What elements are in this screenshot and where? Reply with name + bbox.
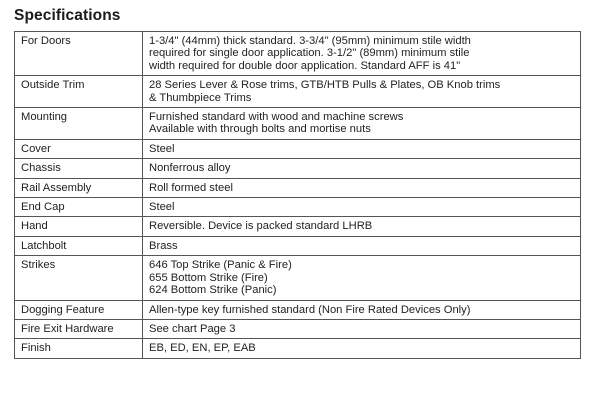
spec-label: Dogging Feature [15, 300, 143, 319]
spec-value: EB, ED, EN, EP, EAB [143, 339, 581, 358]
spec-value: 28 Series Lever & Rose trims, GTB/HTB Pulls & Plates, OB Knob trims & Thumbpiece Trims [143, 76, 581, 108]
table-row [15, 139, 581, 158]
spec-value: Nonferrous alloy [143, 159, 581, 178]
spec-label: Hand [15, 217, 143, 236]
spec-value: See chart Page 3 [143, 319, 581, 338]
spec-label: Chassis [15, 159, 143, 178]
specifications-table [14, 31, 581, 359]
table-row [15, 178, 581, 197]
table-row [15, 339, 581, 358]
spec-label: Rail Assembly [15, 178, 143, 197]
spec-label: Mounting [15, 108, 143, 140]
spec-value: 646 Top Strike (Panic & Fire) 655 Bottom Strike (Fire) 624 Bottom Strike (Panic) [143, 256, 581, 300]
spec-label: Outside Trim [15, 76, 143, 108]
spec-label: Latchbolt [15, 236, 143, 255]
table-row [15, 319, 581, 338]
table-row [15, 236, 581, 255]
spec-value: Brass [143, 236, 581, 255]
spec-value: Roll formed steel [143, 178, 581, 197]
table-row [15, 159, 581, 178]
table-row [15, 108, 581, 140]
spec-value: Allen-type key furnished standard (Non Fire Rated Devices Only) [143, 300, 581, 319]
table-row [15, 217, 581, 236]
spec-label: Cover [15, 139, 143, 158]
table-row [15, 256, 581, 300]
table-row [15, 300, 581, 319]
spec-value: Steel [143, 198, 581, 217]
section-title: Specifications [14, 7, 121, 24]
spec-label: Fire Exit Hardware [15, 319, 143, 338]
spec-value: Reversible. Device is packed standard LHRB [143, 217, 581, 236]
spec-label: Strikes [15, 256, 143, 300]
spec-label: Finish [15, 339, 143, 358]
spec-value: Furnished standard with wood and machine screws Available with through bolts and mortise nuts [143, 108, 581, 140]
table-row [15, 76, 581, 108]
spec-label: End Cap [15, 198, 143, 217]
spec-value: 1-3/4" (44mm) thick standard. 3-3/4" (95mm) minimum stile width required for single door application. 3-1/2" (89mm) minimum stile width required for double door application. Standard AFF is 41" [143, 32, 581, 76]
table-row [15, 32, 581, 76]
spec-value: Steel [143, 139, 581, 158]
table-row [15, 198, 581, 217]
spec-label: For Doors [15, 32, 143, 76]
